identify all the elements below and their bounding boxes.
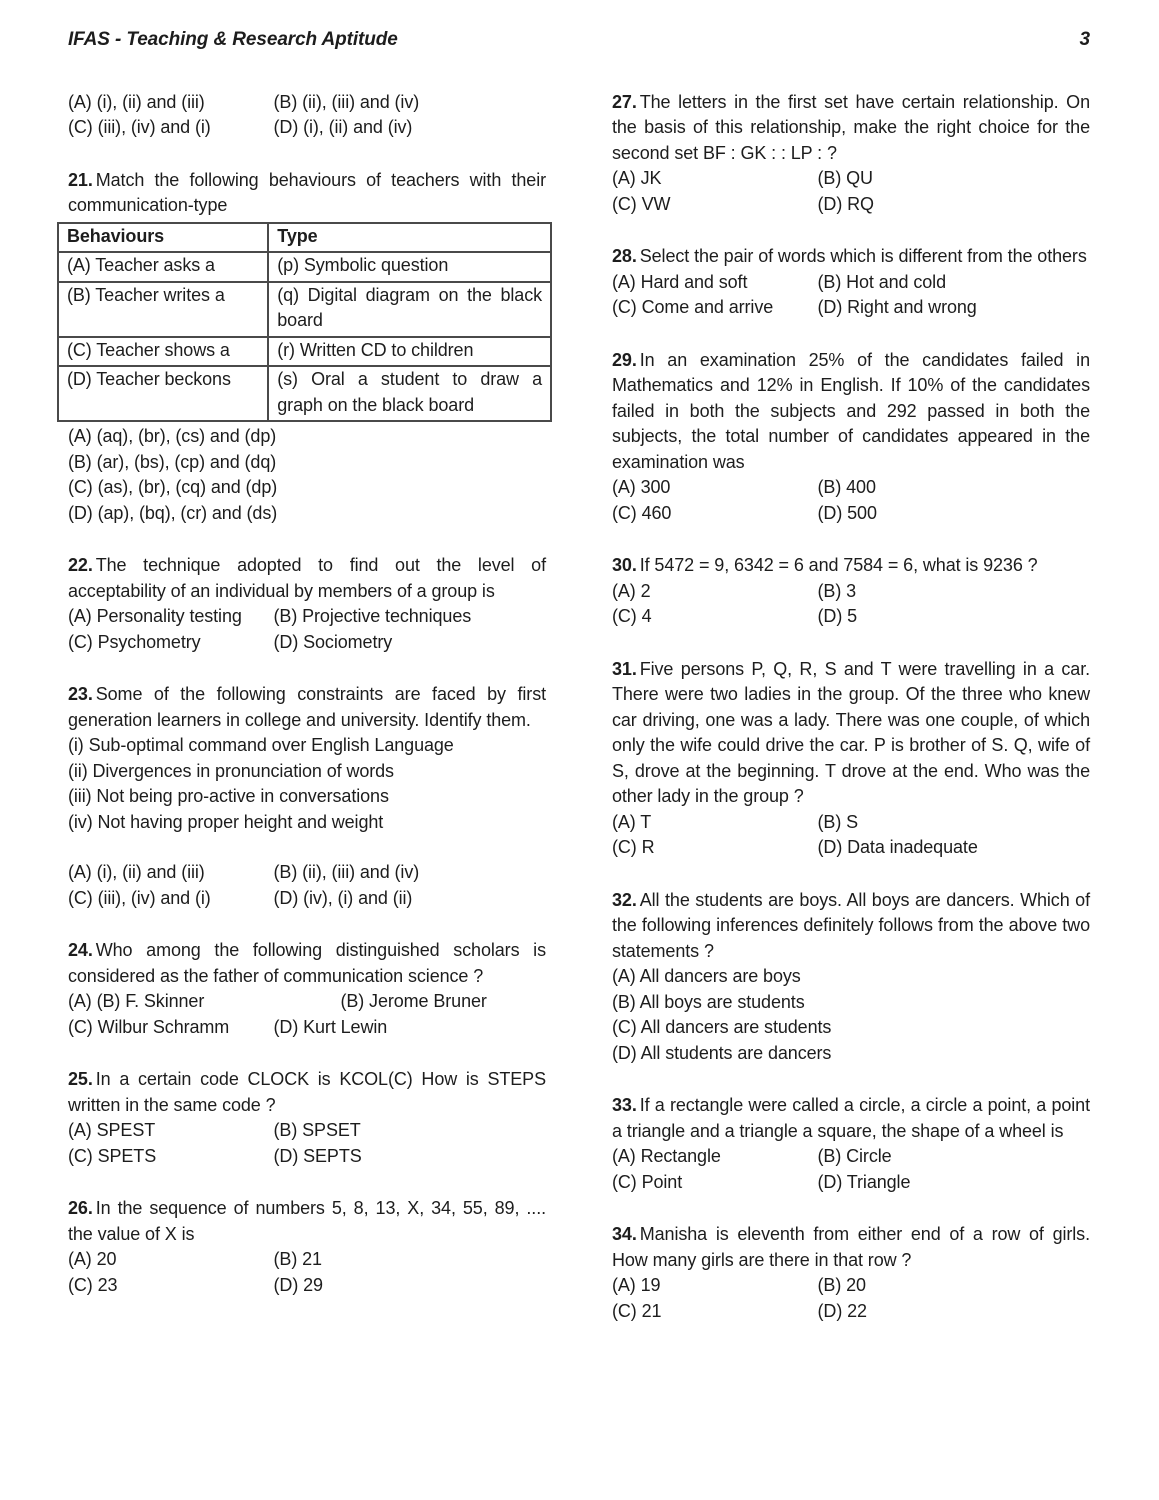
- question-number: 23.: [68, 684, 93, 704]
- option-row: [68, 989, 546, 1015]
- right-column: [612, 90, 1090, 1325]
- option-row: [68, 1273, 546, 1299]
- question-text: [612, 90, 1090, 167]
- option-d: (D) Kurt Lewin: [273, 1016, 388, 1037]
- option-a: (A) JK: [612, 168, 662, 188]
- page-header: [68, 27, 1090, 53]
- options: [612, 810, 1090, 861]
- question-body: Match the following behaviours of teachers with their communication-type: [68, 169, 546, 215]
- carryover-options: [68, 90, 546, 141]
- question-body: The technique adopted to find out the level of acceptability of an individual by members of a group is: [68, 555, 546, 601]
- options: [612, 166, 1090, 217]
- question-29: [612, 348, 1090, 527]
- option-a: (A) 19: [612, 1275, 661, 1295]
- option-c: (C) 4: [612, 606, 652, 626]
- question-number: 22.: [68, 555, 93, 575]
- option-a: (A) (i), (ii) and (iii): [68, 862, 205, 882]
- question-body: Five persons P, Q, R, S and T were travelling in a car. There were two ladies in the group. Of the three who knew car driving, one was a lady. There was one couple, of which only the wife could drive the car. P is brother of S. Q, wife of S, drove at the beginning. T drove at the end. Who was the other lady in the group ?: [612, 658, 1090, 806]
- question-24: [68, 938, 546, 1040]
- option-d: (D) 500: [817, 502, 877, 523]
- option-row: [612, 835, 1090, 861]
- table-cell: (r) Written CD to children: [268, 337, 551, 367]
- option-a: (A) T: [612, 811, 652, 832]
- option-a: (A) SPEST: [68, 1120, 156, 1140]
- question-27: [612, 90, 1090, 218]
- question-number: 29.: [612, 349, 637, 370]
- question-number: 30.: [612, 555, 637, 575]
- option-b: (B) (ii), (iii) and (iv): [273, 862, 420, 882]
- question-body: In the sequence of numbers 5, 8, 13, X, 34, 55, 89, .... the value of X is: [68, 1198, 546, 1244]
- options: [68, 860, 546, 911]
- table-header-type: Type: [268, 223, 551, 253]
- statement-item: (i) Sub-optimal command over English Language: [68, 735, 454, 755]
- options: [68, 1247, 546, 1298]
- option-c: (C) 460: [612, 502, 672, 523]
- question-text: [68, 168, 546, 219]
- option-row: [612, 501, 1090, 527]
- question-25: [68, 1067, 546, 1169]
- question-22: [68, 553, 546, 655]
- question-number: 21.: [68, 169, 93, 190]
- options: [612, 475, 1090, 526]
- question-32: [612, 888, 1090, 1067]
- option-d: (D) 29: [273, 1274, 323, 1295]
- question-28: [612, 244, 1090, 321]
- question-text: [612, 1093, 1090, 1144]
- statement-item: (ii) Divergences in pronunciation of words: [68, 760, 394, 781]
- option-b: (B) All boys are students: [612, 991, 805, 1012]
- question-body: All the students are boys. All boys are dancers. Which of the following inferences definitely follows from the above two statements ?: [612, 889, 1090, 961]
- option-c: (C) 21: [612, 1300, 662, 1321]
- question-text: [68, 1196, 546, 1247]
- options: [68, 1118, 546, 1169]
- option-b: (B) Hot and cold: [817, 271, 946, 292]
- options-list: [612, 964, 1090, 1066]
- option-a: (A) Personality testing: [68, 606, 242, 626]
- question-text: [612, 244, 1090, 270]
- question-number: 31.: [612, 658, 637, 679]
- option-row: [68, 604, 546, 630]
- question-23: [68, 682, 546, 911]
- option-row: [68, 1247, 546, 1273]
- option-c: (C) R: [612, 837, 655, 857]
- option-d: (D) SEPTS: [273, 1145, 362, 1166]
- option-b: (B) (ii), (iii) and (iv): [273, 91, 420, 112]
- question-body: If a rectangle were called a circle, a circle a point, a point a triangle and a triangle a square, the shape of a wheel is: [612, 1095, 1090, 1141]
- option-b: (B) Jerome Bruner: [340, 991, 487, 1011]
- question-number: 24.: [68, 940, 93, 960]
- question-text: [68, 682, 546, 733]
- option-b: (B) SPSET: [273, 1120, 361, 1140]
- question-number: 25.: [68, 1069, 93, 1089]
- option-b: (B) 20: [817, 1275, 866, 1295]
- question-text: [68, 938, 546, 989]
- question-body: The letters in the first set have certain relationship. On the basis of this relationship, make the right choice for the second set BF : GK : : LP : ?: [612, 91, 1090, 163]
- question-body: If 5472 = 9, 6342 = 6 and 7584 = 6, what is 9236 ?: [639, 555, 1038, 575]
- options: [612, 270, 1090, 321]
- question-number: 34.: [612, 1224, 637, 1244]
- question-number: 28.: [612, 246, 637, 266]
- left-column: [68, 90, 546, 1325]
- option-a: (A) Rectangle: [612, 1146, 721, 1166]
- question-26: [68, 1196, 546, 1298]
- table-cell: (A) Teacher asks a: [58, 252, 268, 282]
- options: [68, 604, 546, 655]
- option-c: (C) 23: [68, 1274, 118, 1295]
- option-c: (C) (iii), (iv) and (i): [68, 117, 211, 137]
- question-body: Some of the following constraints are faced by first generation learners in college and university. Identify them.: [68, 684, 546, 730]
- table-cell: (p) Symbolic question: [268, 252, 551, 282]
- table-header-row: [58, 223, 551, 253]
- question-text: [612, 553, 1090, 579]
- question-text: [612, 348, 1090, 476]
- table-cell: (B) Teacher writes a: [58, 282, 268, 337]
- question-text: [612, 888, 1090, 965]
- option-d: (D) All students are dancers: [612, 1042, 832, 1063]
- question-text: [68, 553, 546, 604]
- option-b: (B) QU: [817, 168, 873, 188]
- option-d: (D) Right and wrong: [817, 297, 977, 317]
- option-row: [612, 604, 1090, 630]
- option-a: (A) 2: [612, 580, 651, 601]
- question-body: In a certain code CLOCK is KCOL(C) How is STEPS written in the same code ?: [68, 1069, 546, 1115]
- option-row: [68, 886, 546, 912]
- option-c: (C) VW: [612, 193, 671, 214]
- option-c: (C) (as), (br), (cq) and (dp): [68, 477, 278, 497]
- question-body: Manisha is eleventh from either end of a row of girls. How many girls are there in that row ?: [612, 1224, 1090, 1270]
- table-row: [58, 252, 551, 282]
- question-34: [612, 1222, 1090, 1324]
- question-31: [612, 657, 1090, 861]
- columns: [68, 90, 1090, 1325]
- option-row: [68, 1118, 546, 1144]
- option-d: (D) (ap), (bq), (cr) and (ds): [68, 502, 278, 523]
- option-row: [612, 270, 1090, 296]
- question-text: [612, 657, 1090, 810]
- option-a: (A) (B) F. Skinner: [68, 991, 205, 1011]
- option-d: (D) Sociometry: [273, 631, 393, 652]
- question-text: [612, 1222, 1090, 1273]
- option-row: [612, 810, 1090, 836]
- option-a: (A) All dancers are boys: [612, 966, 801, 986]
- option-row: [612, 475, 1090, 501]
- option-d: (D) Triangle: [817, 1171, 911, 1192]
- question-30: [612, 553, 1090, 630]
- option-c: (C) Psychometry: [68, 631, 201, 652]
- question-text: [68, 1067, 546, 1118]
- question-number: 27.: [612, 91, 637, 112]
- question-21: [68, 168, 546, 527]
- statement-items: [68, 733, 546, 835]
- option-a: (A) (i), (ii) and (iii): [68, 91, 205, 112]
- option-c: (C) (iii), (iv) and (i): [68, 887, 211, 908]
- option-a: (A) (aq), (br), (cs) and (dp): [68, 426, 277, 446]
- option-row: [612, 579, 1090, 605]
- option-row: [68, 1144, 546, 1170]
- statement-item: (iv) Not having proper height and weight: [68, 811, 384, 832]
- option-row: [68, 1015, 546, 1041]
- table-cell: (s) Oral a student to draw a graph on the black board: [268, 366, 551, 421]
- question-number: 33.: [612, 1095, 637, 1115]
- page-title: IFAS - Teaching & Research Aptitude: [68, 29, 398, 50]
- question-body: Select the pair of words which is different from the others: [639, 246, 1087, 266]
- option-b: (B) Projective techniques: [273, 606, 472, 626]
- option-row: [68, 90, 546, 116]
- question-33: [612, 1093, 1090, 1195]
- option-a: (A) 300: [612, 477, 671, 497]
- table-row: [58, 282, 551, 337]
- option-b: (B) 400: [817, 477, 876, 497]
- option-row: [612, 1299, 1090, 1325]
- option-c: (C) Come and arrive: [612, 297, 774, 317]
- options: [612, 1144, 1090, 1195]
- option-c: (C) Point: [612, 1171, 683, 1192]
- question-number: 32.: [612, 889, 637, 910]
- behaviours-table: [57, 222, 552, 423]
- option-d: (D) 22: [817, 1300, 867, 1321]
- option-d: (D) (i), (ii) and (iv): [273, 117, 413, 137]
- option-row: [612, 1273, 1090, 1299]
- option-b: (B) (ar), (bs), (cp) and (dq): [68, 451, 277, 472]
- statement-item: (iii) Not being pro-active in conversations: [68, 786, 389, 806]
- table-header-behaviours: Behaviours: [58, 223, 268, 253]
- options: [612, 1273, 1090, 1324]
- option-row: [68, 860, 546, 886]
- option-d: (D) 5: [817, 606, 858, 626]
- option-a: (A) Hard and soft: [612, 271, 748, 292]
- options-list: [68, 424, 546, 526]
- option-row: [612, 166, 1090, 192]
- table-cell: (C) Teacher shows a: [58, 337, 268, 367]
- option-c: (C) Wilbur Schramm: [68, 1016, 230, 1037]
- option-row: [612, 1170, 1090, 1196]
- option-b: (B) Circle: [817, 1146, 892, 1166]
- option-d: (D) Data inadequate: [817, 837, 978, 857]
- option-row: [612, 1144, 1090, 1170]
- question-body: In an examination 25% of the candidates failed in Mathematics and 12% in English. If 10% of the candidates failed in both the subjects and 292 passed in both the subjects, the total number of candidates appeared in the examination was: [612, 349, 1090, 472]
- option-b: (B) 3: [817, 580, 857, 601]
- option-a: (A) 20: [68, 1249, 117, 1269]
- table-row: [58, 337, 551, 367]
- question-body: Who among the following distinguished scholars is considered as the father of communication science ?: [68, 940, 546, 986]
- option-row: [612, 295, 1090, 321]
- option-b: (B) S: [817, 811, 859, 832]
- table-row: [58, 366, 551, 421]
- option-b: (B) 21: [273, 1249, 322, 1269]
- option-c: (C) All dancers are students: [612, 1017, 832, 1037]
- options: [612, 579, 1090, 630]
- option-d: (D) RQ: [817, 193, 874, 214]
- option-c: (C) SPETS: [68, 1145, 157, 1166]
- options: [68, 989, 546, 1040]
- option-row: [68, 115, 546, 141]
- table-cell: (D) Teacher beckons: [58, 366, 268, 421]
- question-number: 26.: [68, 1198, 93, 1218]
- option-d: (D) (iv), (i) and (ii): [273, 887, 413, 908]
- page-number: 3: [1079, 29, 1090, 50]
- option-row: [612, 192, 1090, 218]
- option-row: [68, 630, 546, 656]
- table-cell: (q) Digital diagram on the black board: [268, 282, 551, 337]
